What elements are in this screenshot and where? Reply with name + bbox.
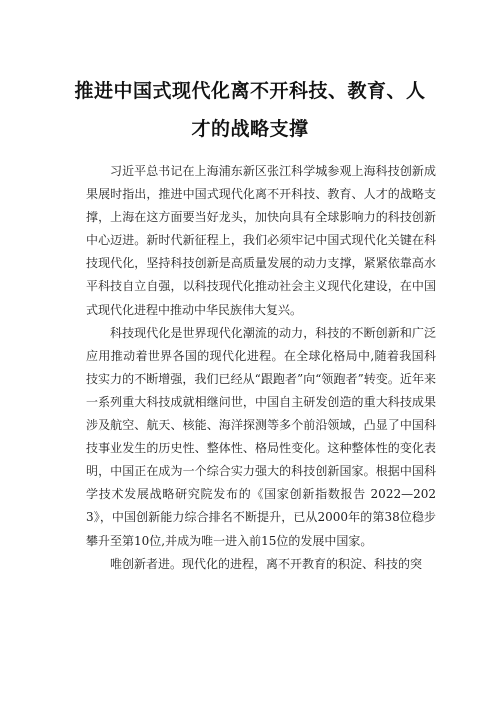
document-title — [60, 72, 440, 148]
paragraph-3: 唯创新者进。现代化的进程，离不开教育的积淀、科技的突 — [110, 556, 423, 571]
paragraph-2: 科技现代化是世界现代化潮流的动力，科技的不断创新和广泛应用推动着世界各国的现代化进程。在全球化格局中,随着我国科技实力的不断增强，我们已经从“跟跑者”向“领跑者”转变。近年来一系列重大科技成就相继问世，中国自主研发创造的重大科技成果涉及航空、航天、核能、海洋探测等多个前沿领域，凸显了中国科技事业发生的历史性、整体性、格局性变化。这种整体性的变化表明，中国正在成为一个综合实力强大的科技创新国家。根据中国科学技术发展战略研究院发布的《国家创新指数报告 2022—2023》，中国创新能力综合排名不断提升，已从2000年的第38位稳步攀升至第10位,并成为唯一进入前15位的发展中国家。 — [86, 325, 436, 548]
document-body — [86, 160, 436, 576]
paragraph-1: 习近平总书记在上海浦东新区张江科学城参观上海科技创新成果展时指出，推进中国式现代化离不开科技、教育、人才的战略支撑，上海在这方面要当好龙头，加快向具有全球影响力的科技创新中心迈进。新时代新征程上，我们必须牢记中国式现代化关键在科技现代化，坚持科技创新是高质量发展的动力支撑，紧紧依靠高水平科技自立自强，以科技现代化推动社会主义现代化建设，在中国式现代化进程中推动中华民族伟大复兴。 — [86, 164, 436, 317]
title-line-2: 才的战略支撑 — [191, 118, 309, 140]
title-line-1: 推进中国式现代化离不开科技、教育、人 — [74, 80, 426, 102]
